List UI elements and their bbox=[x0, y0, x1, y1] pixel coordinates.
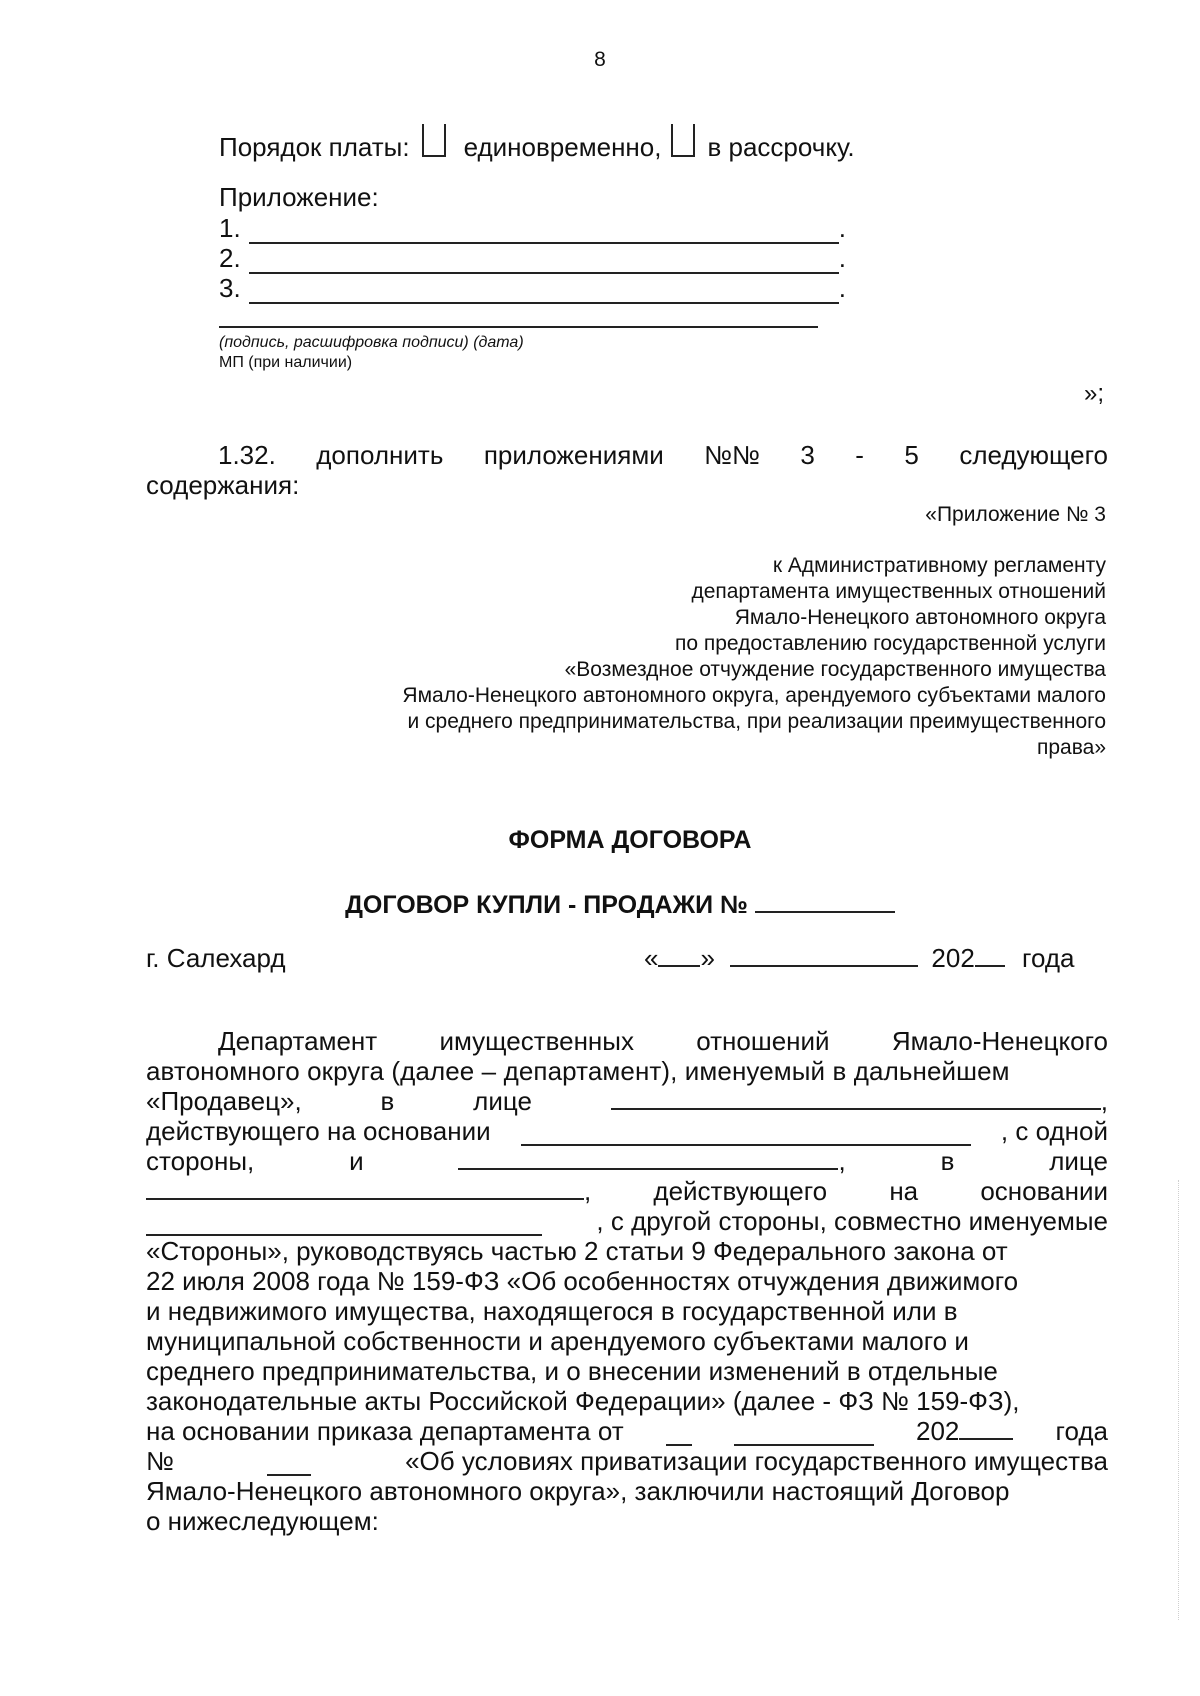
body-paragraph bbox=[146, 1026, 1108, 1536]
form-title: ФОРМА ДОГОВОРА bbox=[508, 826, 752, 854]
body-line: , с другой стороны, совместно именуемые bbox=[146, 1206, 1108, 1236]
clause-line-2: содержания: bbox=[146, 470, 300, 500]
lump-sum-label: единовременно, bbox=[463, 132, 662, 162]
body-line: 22 июля 2008 года № 159-ФЗ «Об особенностях отчуждения движимого bbox=[146, 1266, 1019, 1296]
order-day-field[interactable] bbox=[666, 1422, 692, 1446]
buyer-representative-field[interactable] bbox=[146, 1176, 584, 1200]
place-date-row bbox=[146, 943, 1096, 974]
payment-label: Порядок платы: bbox=[219, 132, 410, 162]
buyer-name-field[interactable] bbox=[458, 1146, 838, 1170]
body-line: муниципальной собственности и арендуемого субъектами малого и bbox=[146, 1326, 969, 1356]
body-line: «Продавец», в лице , bbox=[146, 1086, 1108, 1116]
contract-title: ДОГОВОР КУПЛИ - ПРОДАЖИ № bbox=[0, 889, 1200, 920]
payment-order-row bbox=[219, 124, 855, 163]
body-line: на основании приказа департамента от 202 года bbox=[146, 1416, 1108, 1446]
attachment-line-3: 3. . bbox=[219, 273, 846, 303]
body-line: Ямало-Ненецкого автономного округа», заключили настоящий Договор bbox=[146, 1476, 1010, 1506]
buyer-basis-field[interactable] bbox=[146, 1212, 542, 1236]
body-line: среднего предпринимательства, и о внесении изменений в отдельные bbox=[146, 1356, 998, 1386]
signature-line[interactable] bbox=[219, 326, 818, 328]
attachment-number: 2. bbox=[219, 243, 241, 273]
order-year-field[interactable] bbox=[959, 1416, 1013, 1440]
body-line: стороны, и , в лице bbox=[146, 1146, 1108, 1176]
body-line: , действующего на основании bbox=[146, 1176, 1108, 1206]
body-line: «Стороны», руководствуясь частью 2 статьи 9 Федерального закона от bbox=[146, 1236, 1008, 1266]
body-line: автономного округа (далее – департамент), именуемый в дальнейшем bbox=[146, 1056, 1010, 1086]
order-number-field[interactable] bbox=[267, 1452, 311, 1476]
body-line: и недвижимого имущества, находящегося в государственной или в bbox=[146, 1296, 958, 1326]
appendix-header-block: к Административному регламенту департамента имущественных отношений Ямало-Ненецкого автономного округа по предоставлению государственной услуги «Возмездное отчуждение государственного имущества Ямало-Ненецкого автономного округа, арендуемого субъектами малого и среднего предпринимательства, при реализации преимущественного права» bbox=[402, 554, 1106, 759]
attachment-number: 3. bbox=[219, 273, 241, 303]
attachments-title: Приложение: bbox=[219, 182, 379, 212]
closing-quote: »; bbox=[1083, 380, 1104, 407]
installment-checkbox[interactable] bbox=[671, 124, 695, 157]
body-line: законодательные акты Российской Федерации» (далее - ФЗ № 159-ФЗ), bbox=[146, 1386, 1020, 1416]
lump-sum-checkbox[interactable] bbox=[422, 124, 446, 157]
city: г. Салехард bbox=[146, 943, 286, 973]
body-line: действующего на основании , с одной bbox=[146, 1116, 1108, 1146]
attachment-blank-field[interactable] bbox=[249, 278, 839, 304]
attachment-blank-field[interactable] bbox=[249, 248, 839, 274]
attachment-line-1: 1. . bbox=[219, 213, 846, 243]
stamp-label: МП (при наличии) bbox=[219, 354, 353, 371]
date-block: « » 202 года bbox=[644, 943, 1075, 973]
attachment-number: 1. bbox=[219, 213, 241, 243]
year-field[interactable] bbox=[975, 943, 1005, 967]
appendix-label: «Приложение № 3 bbox=[925, 503, 1106, 526]
seller-basis-field[interactable] bbox=[521, 1122, 971, 1146]
body-line: Департамент имущественных отношений Ямало-Ненецкого bbox=[218, 1026, 1108, 1056]
body-line: № «Об условиях приватизации государственного имущества bbox=[146, 1446, 1108, 1476]
signature-caption: (подпись, расшифровка подписи) (дата) bbox=[219, 334, 524, 351]
contract-number-field[interactable] bbox=[755, 889, 895, 913]
attachment-line-2: 2. . bbox=[219, 243, 846, 273]
seller-representative-field[interactable] bbox=[611, 1086, 1101, 1110]
attachment-blank-field[interactable] bbox=[249, 218, 839, 244]
clause-line-1: 1.32. дополнить приложениями №№ 3 - 5 следующего bbox=[218, 440, 1108, 470]
order-month-field[interactable] bbox=[734, 1422, 874, 1446]
body-line: о нижеследующем: bbox=[146, 1506, 379, 1536]
installment-label: в рассрочку. bbox=[707, 132, 855, 162]
day-field[interactable] bbox=[658, 943, 700, 967]
page-number: 8 bbox=[594, 48, 606, 71]
month-field[interactable] bbox=[730, 943, 918, 967]
clause-paragraph bbox=[146, 440, 1108, 500]
scan-edge-artifact bbox=[1178, 1180, 1180, 1620]
